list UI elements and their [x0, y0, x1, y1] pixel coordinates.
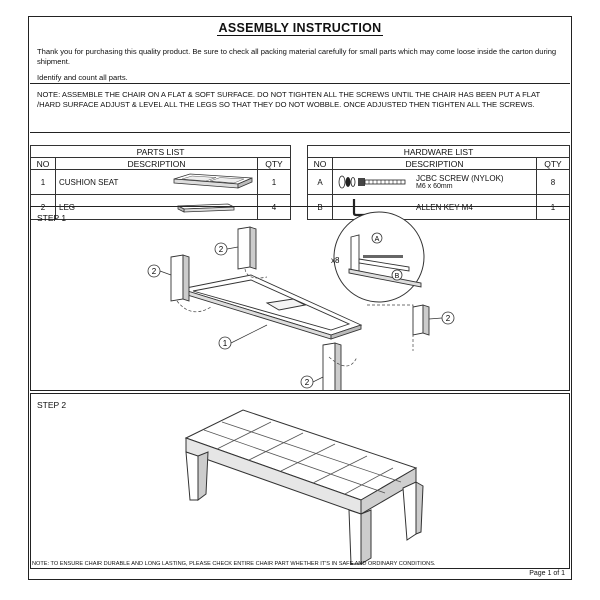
footer-note: NOTE: TO ENSURE CHAIR DURABLE AND LONG LASTING, PLEASE CHECK ENTIRE CHAIR PART WHETHER IT'S IN SAFE AND ORDINARY CONDITIONS.: [32, 561, 436, 567]
cushion-seat-icon: [168, 171, 254, 193]
table-row: [31, 170, 291, 195]
step2-bench-diagram: [31, 394, 569, 568]
hardware-label: JCBC SCREW (NYLOK): [416, 174, 504, 183]
intro-paragraph: Identify and count all parts.: [37, 73, 128, 82]
assembly-note: NOTE: ASSEMBLE THE CHAIR ON A FLAT & SOFT SURFACE. DO NOT TIGHTEN ALL THE SCREWS UNTIL THE CHAIR HAS BEEN PUT A FLAT /HARD SURFACE ADJUST & LEVEL ALL THE LEGS SO THAT THEY DO NOT WOBBLE. ONCE ADJUSTED THEN TIGHTEN ALL THE SCREWS.: [30, 83, 570, 133]
row-no: A: [308, 170, 333, 195]
col-no: NO: [31, 158, 56, 170]
step1-label: STEP 1: [37, 213, 67, 223]
col-qty: QTY: [537, 158, 570, 170]
step2-label: STEP 2: [37, 400, 67, 410]
parts-list-title: PARTS LIST: [31, 146, 291, 158]
screw-icon: [336, 171, 410, 193]
hardware-label: ALLEN KEY M4: [416, 202, 473, 212]
hardware-list-title: HARDWARE LIST: [308, 146, 570, 158]
row-no: 1: [31, 170, 56, 195]
step1-diagram: [31, 207, 569, 390]
callout-screw: A: [374, 236, 380, 243]
step2-panel: [30, 393, 570, 569]
col-description: DESCRIPTION: [333, 158, 537, 170]
page-number: Page 1 of 1: [529, 570, 565, 577]
row-no: B: [308, 195, 333, 220]
screw-multiplier: x8: [331, 256, 340, 265]
row-qty: 8: [537, 170, 570, 195]
part-label: LEG: [59, 202, 76, 212]
row-description: [56, 170, 258, 195]
row-qty: 1: [258, 170, 291, 195]
row-description: [333, 170, 537, 195]
callout-leg: 2: [218, 245, 224, 254]
callout-leg: 2: [151, 267, 157, 276]
row-qty: 4: [258, 195, 291, 220]
row-no: 2: [31, 195, 56, 220]
col-qty: QTY: [258, 158, 291, 170]
instruction-sheet: [28, 16, 572, 580]
callout-leg: 2: [445, 314, 451, 323]
col-no: NO: [308, 158, 333, 170]
callout-seat: 1: [222, 339, 228, 348]
hardware-size: M6 x 60mm: [416, 183, 453, 190]
intro-paragraph: Thank you for purchasing this quality product. Be sure to check all packing material carefully for small parts which may come loose inside the carton during shipment.: [37, 47, 557, 66]
col-description: DESCRIPTION: [56, 158, 258, 170]
callout-leg: 2: [304, 378, 310, 387]
callout-allen-key: B: [394, 273, 400, 280]
row-qty: 1: [537, 195, 570, 220]
part-label: CUSHION SEAT: [59, 177, 119, 187]
step1-panel: [30, 206, 570, 391]
table-row: [308, 170, 570, 195]
document-title: ASSEMBLY INSTRUCTION: [218, 21, 382, 35]
